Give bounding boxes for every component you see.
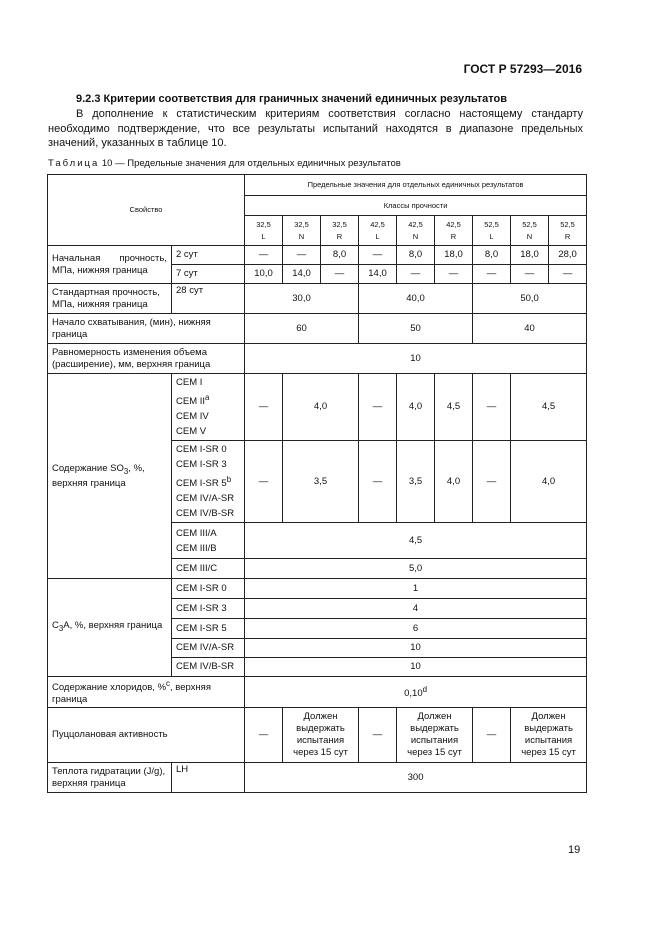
c3a-label: $C_3A$, %, верхняя граница: [48, 579, 172, 677]
value-cell: —: [321, 265, 359, 284]
pozzolanic-label: Пуццолановая активность: [48, 708, 245, 763]
section-paragraph: В дополнение к статистическим критериям соответствия согласно настоящему стандарту необходимо подтверждение, что все результаты испытаний находятся в диапазоне предельных значений, указанных в таблице 10.: [48, 108, 583, 149]
header-classes: Классы прочности: [245, 196, 587, 216]
value-cell: 10: [245, 639, 587, 658]
so3-group4-type: CEM III/C: [172, 559, 245, 579]
value-cell: 10: [245, 658, 587, 677]
page-number: 19: [568, 844, 581, 856]
value-cell: —: [245, 374, 283, 441]
limits-table: [47, 174, 587, 793]
value-cell: 60: [245, 314, 359, 344]
value-cell: 6: [245, 619, 587, 639]
value-cell: 4: [245, 599, 587, 619]
c3a-type: CEM IV/A-SR: [172, 639, 245, 658]
value-cell: —: [359, 708, 397, 763]
class-header: 32,5 R: [321, 216, 359, 246]
age-28d: 28 сут: [172, 284, 245, 314]
value-cell: 30,0: [245, 284, 359, 314]
value-cell: —: [245, 441, 283, 523]
value-cell: —: [359, 374, 397, 441]
table-caption: [48, 158, 401, 169]
table-caption-text: 10 — Предельные значения для отдельных единичных результатов: [101, 158, 401, 169]
value-cell: —: [473, 265, 511, 284]
class-header: 42,5 R: [435, 216, 473, 246]
table-caption-label: Таблица: [48, 158, 100, 169]
class-header: 42,5 N: [397, 216, 435, 246]
value-cell: —: [359, 246, 397, 265]
header-property: Свойство: [48, 175, 245, 246]
c3a-type: CEM IV/B-SR: [172, 658, 245, 677]
value-cell: 4,0: [511, 441, 587, 523]
value-cell: —: [549, 265, 587, 284]
value-cell: —: [473, 441, 511, 523]
class-header: 52,5 N: [511, 216, 549, 246]
value-cell: 10: [245, 344, 587, 374]
value-cell: 4,5: [511, 374, 587, 441]
value-cell: 4,5: [435, 374, 473, 441]
soundness-label: Равномерность изменения объема (расширение), мм, верхняя граница: [48, 344, 245, 374]
value-cell: —: [473, 374, 511, 441]
c3a-type: CEM I-SR 5: [172, 619, 245, 639]
c3a-type: CEM I-SR 0: [172, 579, 245, 599]
class-header: 52,5 R: [549, 216, 587, 246]
value-cell: —: [245, 246, 283, 265]
value-cell: 8,0: [473, 246, 511, 265]
value-cell: 8,0: [321, 246, 359, 265]
value-cell: —: [511, 265, 549, 284]
value-cell: 4,0: [283, 374, 359, 441]
value-cell: 10,0: [245, 265, 283, 284]
value-cell: —: [359, 441, 397, 523]
so3-group2-types: CEM I-SR 0 CEM I-SR 3 CEM I-SR 5$^b$ CEM IV/A-SR CEM IV/B-SR: [172, 441, 245, 523]
header-limits: Предельные значения для отдельных единичных результатов: [245, 175, 587, 196]
value-cell: —: [435, 265, 473, 284]
class-header: 32,5 N: [283, 216, 321, 246]
value-cell: 14,0: [283, 265, 321, 284]
so3-group3-types: CEM III/A CEM III/B: [172, 523, 245, 559]
value-cell: 4,0: [435, 441, 473, 523]
value-cell: 300: [245, 763, 587, 793]
age-2d: 2 сут: [172, 246, 245, 265]
initial-strength-label: Начальная прочность, МПа, нижняя граница: [48, 246, 172, 284]
so3-group1-types: CEM I CEM $II^a$ CEM IV CEM V: [172, 374, 245, 441]
standard-number: ГОСТ Р 57293—2016: [463, 62, 582, 76]
value-cell: 40,0: [359, 284, 473, 314]
value-cell: —: [283, 246, 321, 265]
value-cell: 0,10$^d$: [245, 677, 587, 708]
age-7d: 7 сут: [172, 265, 245, 284]
chlorides-label: Содержание хлоридов, %$^c$, верхняя граница: [48, 677, 245, 708]
value-cell: 1: [245, 579, 587, 599]
value-cell: —: [473, 708, 511, 763]
section-heading: 9.2.3 Критерии соответствия для граничных значений единичных результатов: [76, 93, 507, 105]
value-cell: 5,0: [245, 559, 587, 579]
so3-label: Содержание $SO_3$, %, верхняя граница: [48, 374, 172, 579]
heat-label: Теплота гидратации (J/g), верхняя граница: [48, 763, 172, 793]
value-cell: 14,0: [359, 265, 397, 284]
value-cell: 18,0: [435, 246, 473, 265]
value-cell: 50: [359, 314, 473, 344]
value-cell: 3,5: [397, 441, 435, 523]
value-cell: 40: [473, 314, 587, 344]
value-cell: 50,0: [473, 284, 587, 314]
value-cell: 28,0: [549, 246, 587, 265]
value-cell: 4,0: [397, 374, 435, 441]
heat-type: LH: [172, 763, 245, 793]
value-cell: Должен выдержать испытания через 15 сут: [397, 708, 473, 763]
value-cell: 4,5: [245, 523, 587, 559]
value-cell: Должен выдержать испытания через 15 сут: [283, 708, 359, 763]
value-cell: —: [397, 265, 435, 284]
class-header: 52,5 L: [473, 216, 511, 246]
value-cell: —: [245, 708, 283, 763]
class-header: 32,5 L: [245, 216, 283, 246]
value-cell: 8,0: [397, 246, 435, 265]
value-cell: 18,0: [511, 246, 549, 265]
value-cell: Должен выдержать испытания через 15 сут: [511, 708, 587, 763]
c3a-type: CEM I-SR 3: [172, 599, 245, 619]
class-header: 42,5 L: [359, 216, 397, 246]
standard-strength-label: Стандартная прочность, МПа, нижняя граница: [48, 284, 172, 314]
value-cell: 3,5: [283, 441, 359, 523]
setting-time-label: Начало схватывания, (мин), нижняя граница: [48, 314, 245, 344]
